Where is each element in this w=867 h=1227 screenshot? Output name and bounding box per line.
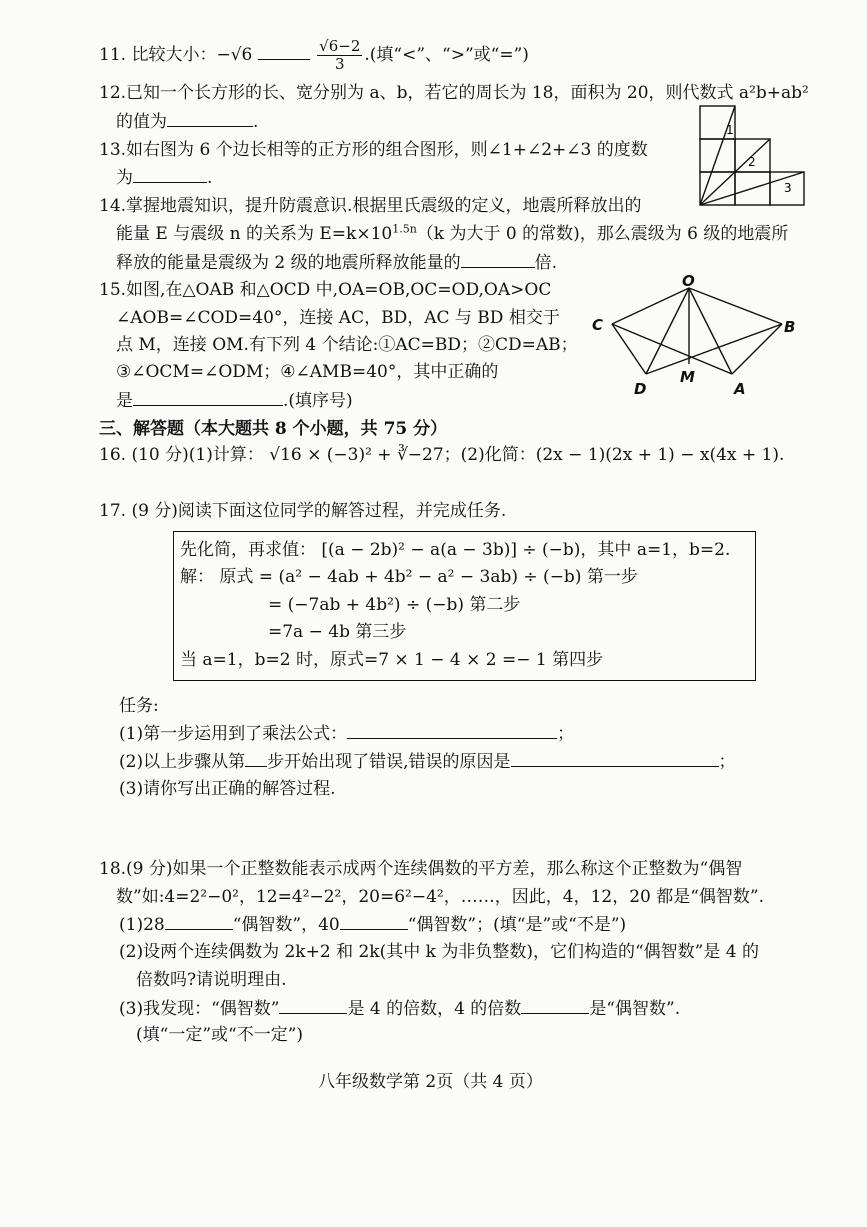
q17-box-line3: = (−7ab + 4b²) ÷ (−b) 第二步 [268,595,521,615]
q17-task-heading: 任务: [119,696,159,716]
q17-box-line2: 解： 原式 = (a² − 4ab + 4b² − a² − 3ab) ÷ (−b) 第一步 [180,567,638,587]
q14-line2-b: （k 为大于 0 的常数)，那么震级为 6 级的地震所 [416,224,789,244]
q17-task-3: (3)请你写出正确的解答过程. [119,779,336,799]
q11-frac-num: √6−2 [319,37,361,55]
q18-line2: 数”如:4=2²−0²，12=4²−2²，20=6²−4²，……，因此，4，12，20 都是“偶智数”. [116,887,765,907]
fig13-label-1: 1 [726,123,734,137]
section-3-heading: 三、解答题（本大题共 8 个小题，共 75 分） [99,419,448,439]
q18-part-3 [119,997,680,1020]
question-11 [99,38,529,73]
q16-part-b: ；(2)化简：(2x − 1)(2x + 1) − x(4x + 1). [443,445,785,465]
q18-part-1 [119,913,626,936]
q17-t2-reason-blank[interactable] [511,750,719,767]
q18-p3-b: 是 4 的倍数，4 的倍数 [347,999,522,1019]
q12-line2 [116,110,258,133]
q14-line2 [116,223,788,245]
q15-line5-b: .(填序号) [283,391,353,411]
q13-line2-b: . [207,168,213,188]
q12-line2-b: . [253,112,259,132]
q12-line1: 12.已知一个长方形的长、宽分别为 a、b，若它的周长为 18，面积为 20，则代数式 a²b+ab² [99,83,809,103]
fig15-label-b: B [784,318,796,336]
q17-t1-blank[interactable] [347,722,557,739]
q11-prefix: 11. 比较大小： [99,45,217,65]
fig13-label-2: 2 [748,155,756,169]
fig15-label-o: O [682,274,695,290]
q18-line1: 18.(9 分)如果一个正整数能表示成两个连续偶数的平方差，那么称这个正整数为“偶智 [99,859,743,879]
q14-line3-b: 倍. [534,253,558,273]
q11-lhs: −√6 [216,45,253,65]
fig15-label-c: C [592,316,604,334]
q14-answer-blank[interactable] [461,251,535,268]
q17-t2-c: ； [718,752,736,772]
q18-p3-c: 是“偶智数”. [589,999,681,1019]
q14-exponent: 1.5n [392,222,417,236]
q13-line2-a: 为 [116,168,133,188]
q17-t2-b: 步开始出现了错误,错误的原因是 [267,752,511,772]
q17-box-line4: =7a − 4b 第三步 [268,622,407,642]
q15-answer-blank[interactable] [133,389,283,406]
fig15-label-m: M [680,368,695,386]
page-footer: 八年级数学第 2页（共 4 页） [318,1072,543,1092]
fig15-label-a: A [734,380,746,398]
q11-answer-blank[interactable] [258,43,310,60]
q13-answer-blank[interactable] [133,166,207,183]
q11-fraction [317,38,362,73]
q15-line4: ③∠OCM=∠ODM；④∠AMB=40°，其中正确的 [116,362,499,382]
q17-title: 17. (9 分)阅读下面这位同学的解答过程，并完成任务. [99,501,507,521]
q18-p2-line1: (2)设两个连续偶数为 2k+2 和 2k(其中 k 为非负整数)，它们构造的“偶智数”是 4 的 [119,942,759,962]
figure-13-squares [698,104,806,207]
q18-p1-b: “偶智数”，40 [232,915,340,935]
q14-line1: 14.掌握地震知识，提升防震意识.根据里氏震级的定义，地震所释放出的 [99,196,642,216]
q17-box-line5: 当 a=1，b=2 时，原式=7 × 1 − 4 × 2 =− 1 第四步 [180,650,604,670]
q18-p1-blank-28[interactable] [165,913,233,930]
q15-line5 [116,389,353,412]
question-16 [99,444,784,466]
q16-expression-1: √16 × (−3)² + ∛−27 [269,445,444,465]
fig15-label-d: D [634,380,647,398]
q13-line1: 13.如右图为 6 个边长相等的正方形的组合图形，则∠1+∠2+∠3 的度数 [99,140,648,160]
q16-part-a: 16. (10 分)(1)计算： [99,445,264,465]
q14-line3 [116,251,557,274]
q18-p3-blank-2[interactable] [521,997,589,1014]
q12-answer-blank[interactable] [167,110,253,127]
q11-suffix: .(填“<”、“>”或“=”) [364,45,529,65]
q18-p1-blank-40[interactable] [340,913,408,930]
q12-line2-a: 的值为 [116,112,167,132]
q17-t1-b: ； [557,724,575,744]
q17-t2-step-blank[interactable] [245,750,267,767]
q11-frac-den: 3 [335,55,345,73]
q13-line2 [116,166,212,189]
figure-15-triangles [586,274,802,402]
q17-task-2 [119,750,736,773]
q18-p3-a: (3)我发现：“偶智数” [119,999,280,1019]
q15-line2: ∠AOB=∠COD=40°，连接 AC，BD，AC 与 BD 相交于 [116,308,560,328]
q17-t1-a: (1)第一步运用到了乘法公式： [119,724,348,744]
fig13-label-3: 3 [784,181,792,195]
q15-line3: 点 M，连接 OM.有下列 4 个结论:①AC=BD；②CD=AB； [116,335,578,355]
q18-p1-c: “偶智数”；(填“是”或“不是”) [407,915,627,935]
q17-t2-a: (2)以上步骤从第 [119,752,246,772]
q17-task-1 [119,722,574,745]
q15-line5-a: 是 [116,391,133,411]
q18-p2-line2: 倍数吗?请说明理由. [136,970,287,990]
q18-p1-a: (1)28 [119,915,165,935]
q18-p3-note: (填“一定”或“不一定”) [136,1025,304,1045]
q14-line2-a: 能量 E 与震级 n 的关系为 E=k×10 [116,224,393,244]
q14-line3-a: 释放的能量是震级为 2 级的地震所释放能量的 [116,253,461,273]
q15-line1: 15.如图,在△OAB 和△OCD 中,OA=OB,OC=OD,OA>OC [99,280,552,300]
q18-p3-blank-1[interactable] [279,997,347,1014]
q17-box-line1: 先化简，再求值： [(a − 2b)² − a(a − 3b)] ÷ (−b)，其中 a=1，b=2. [180,540,731,560]
